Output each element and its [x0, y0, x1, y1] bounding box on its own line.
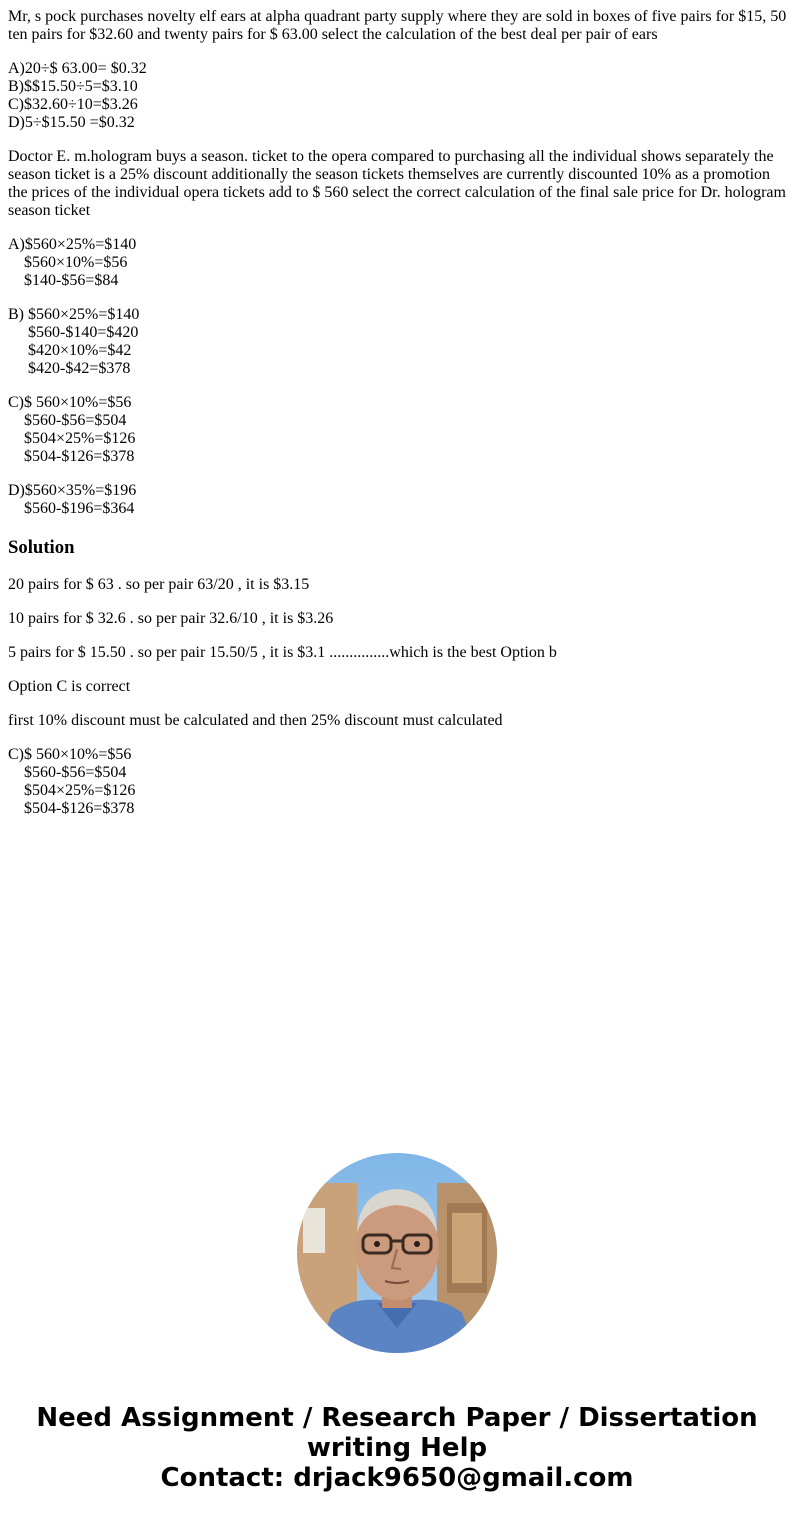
author-avatar [297, 1153, 497, 1353]
solution-line: 20 pairs for $ 63 . so per pair 63/20 , it is $3.15 [8, 576, 310, 593]
option-line: B) $560×25%=$140 [8, 306, 140, 323]
option-line: $560-$140=$420 [8, 324, 139, 341]
answer-line: $504×25%=$126 [8, 782, 136, 799]
option-line: $504×25%=$126 [8, 430, 136, 447]
question2-option-d [8, 482, 788, 518]
question2-option-b [8, 306, 788, 378]
solution-line: first 10% discount must be calculated and then 25% discount must calculated [8, 712, 503, 729]
question1-option-b: B)$$15.50÷5=$3.10 [8, 78, 138, 95]
solution-answer [8, 746, 788, 818]
solution-line: Option C is correct [8, 678, 131, 695]
question1-options [8, 60, 788, 132]
question1-option-c: C)$32.60÷10=$3.26 [8, 96, 138, 113]
document-body [8, 8, 788, 834]
solution-heading: Solution [8, 537, 75, 558]
footer-line-1: Need Assignment / Research Paper / Dissertation [36, 1403, 758, 1433]
option-line: $560-$196=$364 [8, 500, 135, 517]
solution-line: 10 pairs for $ 32.6 . so per pair 32.6/10 , it is $3.26 [8, 610, 334, 627]
solution-line: 5 pairs for $ 15.50 . so per pair 15.50/5 , it is $3.1 ...............which is the best Option b [8, 644, 557, 661]
option-line: $420-$42=$378 [8, 360, 131, 377]
option-line: D)$560×35%=$196 [8, 482, 137, 499]
option-line: $560×10%=$56 [8, 254, 128, 271]
contact-footer [0, 1403, 794, 1493]
question2-option-a [8, 236, 788, 290]
option-line: $560-$56=$504 [8, 412, 127, 429]
question2-option-c [8, 394, 788, 466]
question1-option-a: A)20÷$ 63.00= $0.32 [8, 60, 147, 77]
footer-contact-email[interactable]: Contact: drjack9650@gmail.com [160, 1463, 634, 1493]
answer-line: $560-$56=$504 [8, 764, 127, 781]
question2-text: Doctor E. m.hologram buys a season. ticket to the opera compared to purchasing all the individual shows separately the season ticket is a 25% discount additionally the season tickets themselves are currently discounted 10% as a promotion the prices of the individual opera tickets add to $ 560 select the correct calculation of the final sale price for Dr. hologram season ticket [8, 148, 786, 219]
question1-option-d: D)5÷$15.50 =$0.32 [8, 114, 135, 131]
option-line: C)$ 560×10%=$56 [8, 394, 132, 411]
option-line: $420×10%=$42 [8, 342, 132, 359]
author-photo [297, 1153, 497, 1353]
answer-line: $504-$126=$378 [8, 800, 135, 817]
option-line: $140-$56=$84 [8, 272, 119, 289]
option-line: $504-$126=$378 [8, 448, 135, 465]
option-line: A)$560×25%=$140 [8, 236, 137, 253]
question1-text: Mr, s pock purchases novelty elf ears at alpha quadrant party supply where they are sold in boxes of five pairs for $15, 50 ten pairs for $32.60 and twenty pairs for $ 63.00 select the calculation of the best deal per pair of ears [8, 8, 787, 43]
footer-line-2: writing Help [306, 1433, 488, 1463]
answer-line: C)$ 560×10%=$56 [8, 746, 132, 763]
